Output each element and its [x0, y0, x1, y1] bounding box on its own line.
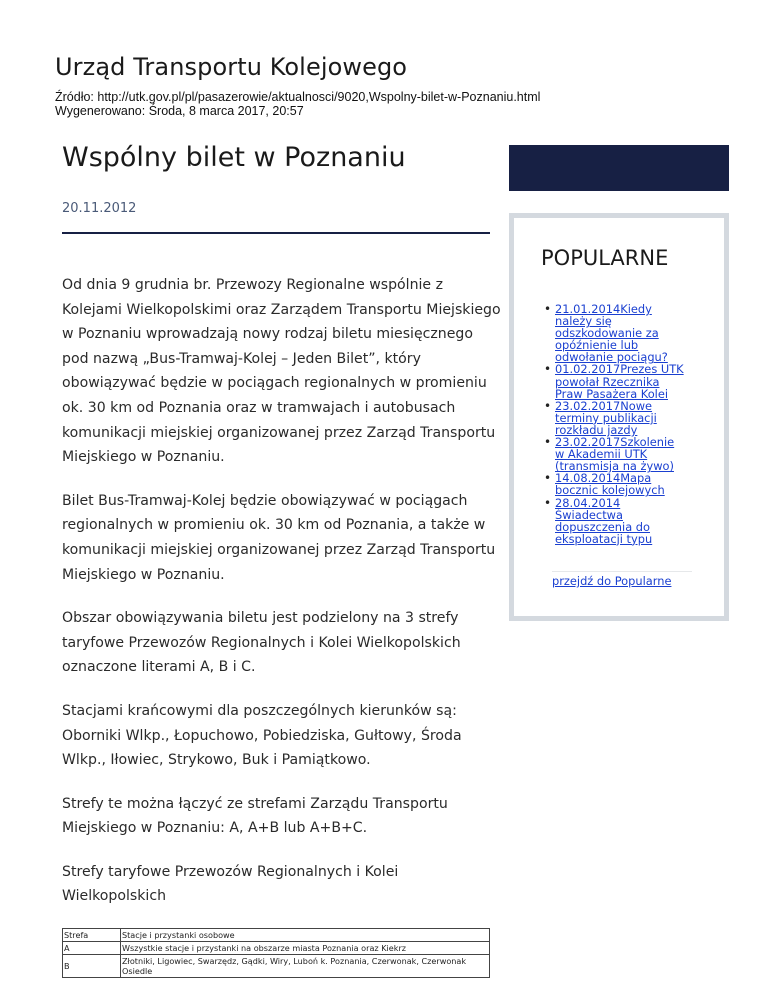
paragraph: Strefy te można łączyć ze strefami Zarządu Transportu Miejskiego w Poznaniu: A, A+B lub A+B+C.	[62, 795, 448, 837]
zones-table	[62, 928, 490, 978]
list-item	[555, 436, 685, 472]
table-header-row	[63, 929, 490, 942]
title-divider	[62, 232, 490, 234]
source-line: Źródło: http://utk.gov.pl/pl/pasazerowie/aktualnosci/9020,Wspolny-bilet-w-Poznaniu.html	[55, 90, 541, 104]
paragraph: Od dnia 9 grudnia br. Przewozy Regionalne wspólnie z Kolejami Wielkopolskimi oraz Zarządem Transportu Miejskiego w Poznaniu wprowadzają nowy rodzaj biletu miesięcznego pod nazwą „Bus-Tramwaj-Kolej – Jeden Bilet”, który obowiązywać będzie w pociągach regionalnych w promieniu ok. 30 km od Poznania oraz w tramwajach i autobusach komunikacji miejskiej organizowanej przez Zarząd Transportu Miejskiego w Poznaniu.	[62, 277, 501, 466]
table-header-cell: Stacje i przystanki osobowe	[121, 929, 490, 942]
popular-link[interactable]: 01.02.2017Prezes UTK powołał Rzecznika Praw Pasażera Kolei	[555, 362, 684, 401]
table-cell: B	[63, 955, 121, 978]
list-item	[555, 363, 685, 399]
popular-link[interactable]: 14.08.2014Mapa bocznic kolejowych	[555, 471, 665, 498]
list-item	[555, 303, 685, 363]
article-title: Wspólny bilet w Poznaniu	[62, 142, 406, 173]
sidebar-title: POPULARNE	[541, 246, 669, 270]
list-item	[555, 472, 685, 496]
popular-link[interactable]: 28.04.2014 Świadectwa dopuszczenia do eksploatacji typu	[555, 495, 653, 546]
popular-link[interactable]: 23.02.2017Szkolenie w Akademii UTK (transmisja na żywo)	[555, 435, 675, 474]
popular-sidebar	[509, 213, 729, 621]
popular-link[interactable]: 23.02.2017Nowe terminy publikacji rozkładu jazdy	[555, 398, 657, 437]
print-meta	[55, 90, 540, 118]
paragraph: Obszar obowiązywania biletu jest podzielony na 3 strefy taryfowe Przewozów Regionalnych i Kolei Wielkopolskich oznaczone literami A, B i C.	[62, 610, 461, 676]
popular-link[interactable]: 21.01.2014Kiedy należy się odszkodowanie za opóźnienie lub odwołanie pociągu?	[555, 302, 668, 365]
article-content	[62, 273, 502, 978]
table-cell: Wszystkie stacje i przystanki na obszarze miasta Poznania oraz Kiekrz	[121, 942, 490, 955]
paragraph: Stacjami krańcowymi dla poszczególnych kierunków są: Oborniki Wlkp., Łopuchowo, Pobiedziska, Gułtowy, Środa Wlkp., Iłowiec, Strykowo, Buk i Pamiątkowo.	[62, 702, 462, 769]
header-banner-block	[509, 145, 729, 191]
list-item	[555, 497, 685, 545]
generated-line: Wygenerowano: Środa, 8 marca 2017, 20:57	[55, 104, 304, 118]
paragraph: Bilet Bus-Tramwaj-Kolej będzie obowiązywać w pociągach regionalnych w promieniu ok. 30 km od Poznania, a także w komunikacji miejskiej organizowanej przez Zarząd Transportu Miejskiego w Poznaniu.	[62, 492, 496, 583]
table-header-cell: Strefa	[63, 929, 121, 942]
table-row	[63, 942, 490, 955]
table-caption: Strefy taryfowe Przewozów Regionalnych i Kolei Wielkopolskich	[62, 863, 399, 905]
popular-list	[555, 303, 685, 545]
table-row	[63, 955, 490, 978]
article-date: 20.11.2012	[62, 201, 137, 216]
site-title: Urząd Transportu Kolejowego	[55, 53, 408, 81]
list-item	[555, 400, 685, 436]
table-cell: A	[63, 942, 121, 955]
table-cell: Złotniki, Ligowiec, Swarzędz, Gądki, Wiry, Luboń k. Poznania, Czerwonak, Czerwonak Osiedle	[121, 955, 490, 978]
more-popular-link[interactable]: przejdź do Popularne	[552, 571, 692, 588]
